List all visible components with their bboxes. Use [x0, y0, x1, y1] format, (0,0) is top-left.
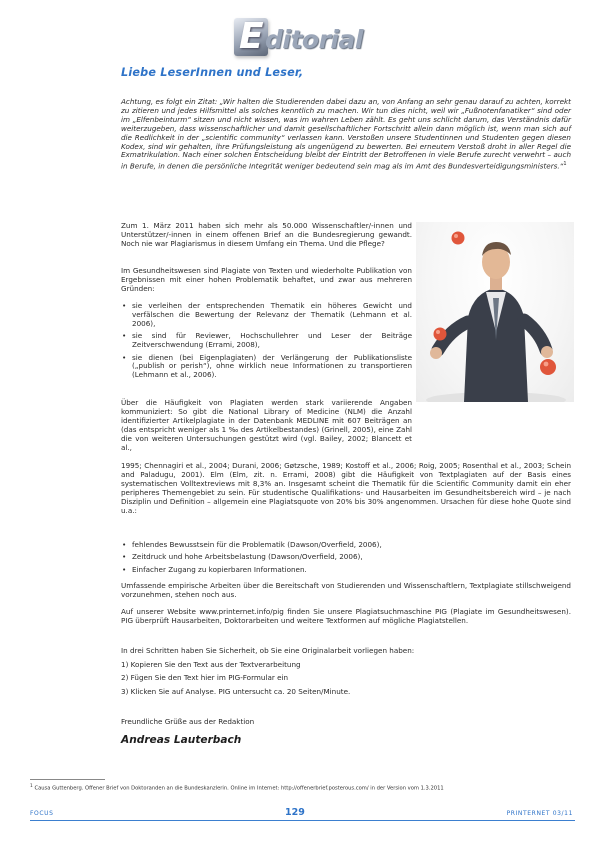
salutation-heading: Liebe LeserInnen und Leser, [121, 66, 304, 79]
list-item: • sie sind für Reviewer, Hochschullehrer und Leser der Beiträge Zeitverschwendung (Errami, 2008), [122, 331, 412, 350]
steps-intro: In drei Schritten haben Sie Sicherheit, ob Sie eine Originalarbeit vorliegen haben: [121, 646, 415, 655]
closing-line: Freundliche Grüße aus der Redaktion [121, 717, 255, 726]
list-item: • Zeitdruck und hohe Arbeitsbelastung (Dawson/Overfield, 2006), [122, 552, 363, 562]
quote-text: Achtung, es folgt ein Zitat: „Wir halten die Studierenden dabei dazu an, von Anfang an sehr genau darauf zu achten, korrekt zu zitieren und jedes Hilfsmittel als solches kenntlich zu machen. Wir tun dies nicht, weil wir „Fußnotenfanatiker“ sind oder im „Elfenbeinturm“ sitzen und nicht wissen, was im wahren Leben zählt. Es geht uns schlicht darum, das Verständnis dafür weiterzugeben, dass wissenschaftlicher und damit gesellschaftlicher Fortschritt allein dann möglich ist, wenn man sich auf die Redlichkeit in der „scientific community“ verlassen kann. Verstoßen unsere Studentinnen und Studenten gegen diesen Kodex, sind wir gehalten, ihre Prüfungsleistung als ungenügend zu bewerten. Bei erneutem Verstoß droht in aller Regel die Exmatrikulation. Nach einer solchen Entscheidung bleibt der Eintritt der Betroffenen in viele Berufe zurecht verwehrt – auch in Berufe, in denen die persönliche Integrität weniger bedeutend sein mag als im Amt des Bundesverteidigungsministers.“ [121, 97, 571, 171]
bullet-icon: • [122, 331, 127, 341]
page-number: 129 [285, 807, 305, 818]
steps-list [121, 661, 571, 701]
website-paragraph: Auf unserer Website www.printernet.info/pig finden Sie unsere Plagiatsuchmaschine PIG (Plagiate im Gesundheitswesen). PIG überprüft Hausarbeiten, Doktorarbeiten und weitere Textformen auf mögliche Plagiatstellen. [121, 607, 571, 625]
bullet-icon: • [122, 301, 127, 310]
footer-divider [30, 820, 575, 821]
list-item: 1) Kopieren Sie den Text aus der Textverarbeitung [121, 660, 301, 669]
right-hand [541, 346, 553, 358]
juggling-ball-icon [540, 359, 556, 375]
reasons-list [121, 302, 412, 384]
author-signature: Andreas Lauterbach [121, 734, 242, 746]
quote-footnote-mark: 1 [563, 161, 567, 168]
juggler-illustration [416, 222, 574, 402]
list-item: • fehlendes Bewusstsein für die Problematik (Dawson/Overfield, 2006), [122, 540, 382, 549]
list-item: 2) Fügen Sie den Text hier im PIG-Formular ein [121, 673, 289, 683]
intro-paragraph: Zum 1. März 2011 haben sich mehr als 50.000 Wissenschaftler/-innen und Unterstützer/-innen in einem offenen Brief an die Bundesregierung gewandt. Noch nie war Plagiarismus in diesem Umfang ein Thema. Und die Pflege? [121, 221, 412, 248]
list-item: • sie dienen (bei Eigenplagiaten) der Verlängerung der Publikationsliste („publish or perish“), ohne wirklich neue Informationen zu transportieren (Lehmann et al., 2006). [122, 352, 412, 380]
quote-paragraph [121, 98, 571, 172]
logo-word: ditorial [265, 25, 363, 54]
list-item: • Einfacher Zugang zu kopierbaren Informationen. [122, 564, 307, 574]
list-item: • sie verleihen der entsprechenden Thematik ein höheres Gewicht und verfälschen die Bewertung der Relevanz der Thematik (Lehmann et al. 2006), [122, 301, 412, 328]
juggling-ball-icon [452, 232, 465, 245]
logo-initial: E [239, 16, 264, 57]
footer-issue: PRINTERNET 03/11 [506, 810, 573, 817]
footnote-text: Causa Guttenberg. Offener Brief von Doktoranden an die Bundeskanzlerin. Online im Internet: http://offenerbrief.posterous.com/ in der Version vom 1.3.2011 [34, 785, 444, 792]
author-photo [416, 222, 574, 402]
bullet-icon: • [122, 552, 127, 562]
juggling-ball-icon [434, 328, 447, 341]
bullet-icon: • [122, 540, 127, 549]
empirical-paragraph: Umfassende empirische Arbeiten über die Bereitschaft von Studierenden und Wissenschaftlern, Textplagiate stillschweigend vorzunehmen, stehen noch aus. [121, 581, 571, 599]
causes-list [121, 541, 571, 578]
left-hand [430, 347, 442, 359]
plagiarism-paragraph: Im Gesundheitswesen sind Plagiate von Texten und wiederholte Publikation von Ergebnissen mit einer hohen Problematik behaftet, und zwar aus mehreren Gründen: [121, 266, 412, 293]
list-item: 3) Klicken Sie auf Analyse. PIG untersucht ca. 20 Seiten/Minute. [121, 686, 351, 696]
footer-section: FOCUS [30, 810, 54, 817]
editorial-logo [234, 14, 364, 58]
footnote-mark: 1 [30, 784, 33, 789]
frequency-paragraph-continued: 1995; Chennagiri et al., 2004; Durani, 2006; Gøtzsche, 1989; Kostoff et al., 2006; Roig, 2005; Rosenthal et al., 2003; Schein and Paladugu, 2001). Elm (Elm, zit. n. Errami, 2008) gibt die Häufigkeit von Textplagiaten auf der Basis eines systematischen Volltextreviews mit 8,3% an. Insgesamt scheint die Thematik für die Scientific Community damit ein eher peripheres Themengebiet zu sein. Für studentische Qualifikations- und Hausarbeiten im Gesundheitsbereich wird – je nach Disziplin und Definition – allgemein eine Plagiatsquote von 20% bis 30% angenommen. Ursachen für diese hohe Quote sind u.a.: [121, 461, 571, 515]
right-arm [524, 320, 546, 350]
bullet-icon: • [122, 564, 127, 574]
bullet-icon: • [122, 352, 127, 362]
frequency-paragraph: Über die Häufigkeit von Plagiaten werden stark variierende Angaben kommuniziert: So gibt die National Library of Medicine (NLM) die Anzahl identifizierter Artikelplagiate in der Datenbank MEDLINE mit 607 Beiträgen an (das entspricht weniger als 1 ‰ des Artikelbestandes) (Grinell, 2005), eine Zahl die von weiteren Untersuchungen gestützt wird (vgl. Bailey, 2002; Blancett et al., [121, 398, 412, 452]
footnote-divider [30, 779, 105, 780]
footnote [30, 784, 575, 792]
